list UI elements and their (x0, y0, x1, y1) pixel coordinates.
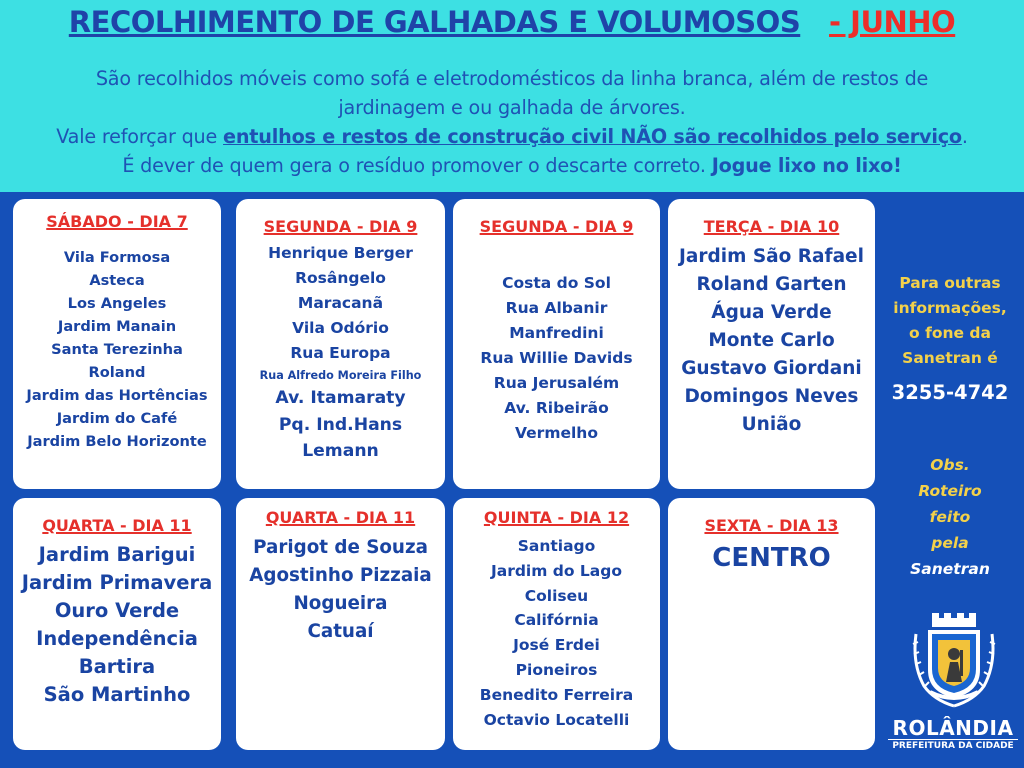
card-heading: SEXTA - DIA 13 (704, 516, 839, 535)
contact-line: o fone da (909, 324, 991, 342)
schedule-card-sabado-7 (13, 199, 221, 489)
list-item: Av. Itamaraty (275, 388, 406, 408)
list-item: Roland Garten (696, 274, 847, 295)
contact-line: Sanetran é (902, 349, 998, 367)
list-item: Catuaí (307, 621, 374, 642)
intro-line-3-start: Vale reforçar que (56, 125, 224, 148)
neighborhood-list (236, 534, 445, 646)
list-item: Pioneiros (515, 660, 598, 679)
list-item: Coliseu (524, 586, 589, 605)
obs-line: pela (931, 534, 969, 552)
list-item: São Martinho (43, 683, 191, 706)
neighborhood-list (668, 243, 875, 439)
intro-line-4 (0, 151, 1024, 180)
schedule-card-segunda-9-b (453, 199, 660, 489)
list-item: Roland (88, 364, 146, 381)
list-item: Rua Europa (290, 344, 391, 362)
city-logo (888, 608, 1018, 763)
list-item: Jardim Belo Horizonte (27, 433, 207, 450)
neighborhood-list (13, 541, 221, 709)
schedule-card-quarta-11-b (236, 498, 445, 750)
city-subtitle: PREFEITURA DA CIDADE (888, 739, 1018, 752)
list-item: Av. Ribeirão (504, 399, 609, 417)
intro-line-3 (0, 122, 1024, 151)
card-heading: SEGUNDA - DIA 9 (479, 217, 634, 236)
card-heading: QUARTA - DIA 11 (265, 508, 416, 527)
list-item: Asteca (89, 272, 145, 289)
card-heading: QUINTA - DIA 12 (483, 508, 630, 527)
list-item: Califórnia (514, 611, 599, 630)
list-item: Água Verde (711, 302, 832, 323)
title-month: - JUNHO (829, 5, 956, 39)
list-item: Rua Alfredo Moreira Filho (259, 369, 422, 382)
list-item: Ouro Verde (54, 599, 180, 622)
list-item: Los Angeles (67, 295, 167, 312)
card-heading: QUARTA - DIA 11 (42, 516, 192, 535)
list-item: Lemann (302, 441, 379, 461)
list-item: Octavio Locatelli (483, 710, 630, 729)
page-title (0, 5, 1024, 39)
obs-line: feito (929, 508, 971, 526)
list-item: Nogueira (293, 593, 388, 614)
card-heading: SÁBADO - DIA 7 (46, 212, 188, 231)
list-item: Jardim do Café (56, 410, 178, 427)
intro-line-3-end: . (961, 125, 968, 148)
list-item: Parigot de Souza (253, 537, 428, 558)
list-item: Santiago (517, 537, 596, 555)
list-item: Jardim Primavera (21, 571, 213, 594)
list-item: União (741, 414, 802, 435)
intro-line-2: jardinagem e ou galhada de árvores. (338, 96, 686, 119)
contact-line: Para outras (899, 274, 1001, 292)
neighborhood-list (453, 271, 660, 446)
contact-info (876, 271, 1024, 371)
schedule-card-segunda-9-a (236, 199, 445, 489)
contact-line: informações, (893, 299, 1007, 317)
list-item: Jardim São Rafael (679, 246, 864, 267)
list-item: Agostinho Pizzaia (249, 565, 432, 586)
schedule-card-quarta-11-a (13, 498, 221, 750)
list-item: José Erdei (513, 636, 600, 655)
header-banner (0, 0, 1024, 192)
list-item: Vermelho (515, 424, 598, 442)
list-item: Manfredini (509, 324, 604, 342)
schedule-card-terca-10 (668, 199, 875, 489)
list-item: Monte Carlo (708, 330, 835, 351)
phone-number: 3255-4742 (891, 381, 1009, 404)
obs-line: Obs. (930, 456, 970, 474)
title-main: RECOLHIMENTO DE GALHADAS E VOLUMOSOS (68, 5, 801, 39)
neighborhood-list (13, 246, 221, 453)
list-item: Gustavo Giordani (681, 358, 862, 379)
list-item: Henrique Berger (268, 244, 413, 262)
obs-line-sanetran: Sanetran (910, 560, 990, 578)
list-item: Santa Terezinha (51, 341, 183, 358)
list-item: Vila Formosa (63, 249, 171, 266)
list-item: Independência (36, 627, 198, 650)
list-item: Benedito Ferreira (479, 685, 634, 704)
intro-line-4-start: É dever de quem gera o resíduo promover o descarte correto. (122, 154, 712, 177)
list-item: Pq. Ind.Hans (278, 414, 403, 435)
schedule-card-sexta-13 (668, 498, 875, 750)
schedule-card-quinta-12 (453, 498, 660, 750)
list-item: Jardim das Hortências (26, 387, 208, 404)
list-item: Costa do Sol (502, 274, 611, 292)
neighborhood-list (668, 540, 875, 576)
card-heading: TERÇA - DIA 10 (703, 217, 840, 236)
list-item: Maracanã (297, 294, 384, 312)
neighborhood-list (453, 534, 660, 732)
list-item: Bartira (78, 655, 156, 678)
list-item: Jardim do Lago (490, 561, 623, 580)
list-item: Domingos Neves (684, 386, 859, 407)
list-item: Rua Albanir (505, 299, 608, 317)
list-item: Rua Jerusalém (493, 374, 620, 392)
list-item: Rosângelo (295, 269, 386, 287)
intro-text (0, 64, 1024, 180)
intro-line-1: São recolhidos móveis como sofá e eletrodomésticos da linha branca, além de restos de (95, 67, 929, 90)
list-item: CENTRO (712, 543, 831, 573)
list-item: Rua Willie Davids (480, 349, 633, 367)
city-name: ROLÂNDIA (892, 716, 1014, 740)
list-item: Jardim Barigui (38, 543, 196, 566)
list-item: Jardim Manain (57, 318, 177, 335)
intro-slogan: Jogue lixo no lixo! (711, 154, 902, 177)
obs-line: Roteiro (918, 482, 982, 500)
intro-warning: entulhos e restos de construção civil NÃO são recolhidos pelo serviço (223, 125, 962, 148)
card-heading: SEGUNDA - DIA 9 (263, 217, 418, 236)
city-crest-icon (910, 612, 998, 712)
observation-note (876, 452, 1024, 582)
neighborhood-list (236, 241, 445, 465)
list-item: Vila Odório (292, 319, 389, 337)
